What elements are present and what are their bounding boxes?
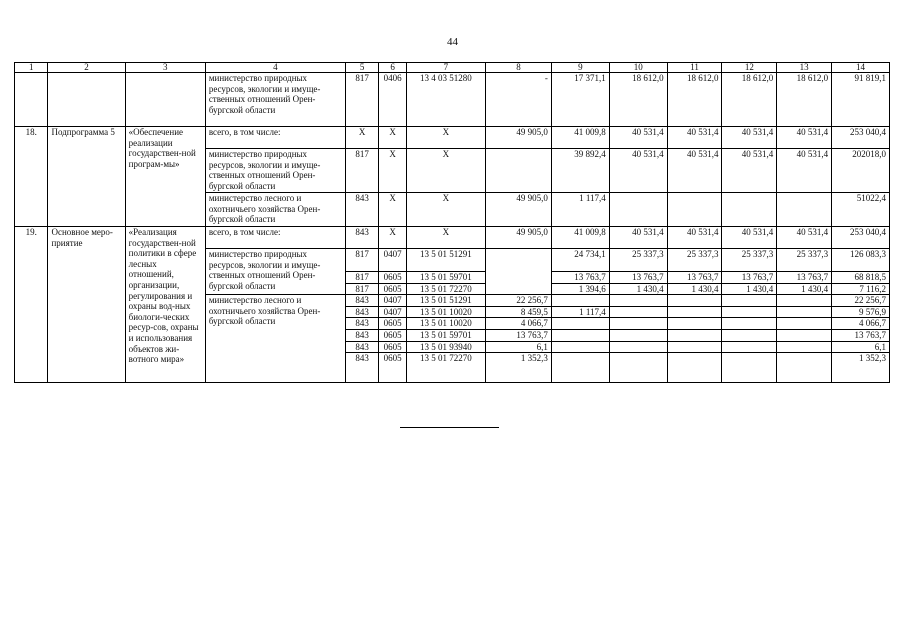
cell-c14: 51022,4 <box>832 193 890 227</box>
cell-c5: X <box>345 127 378 149</box>
executor-cell: министерство природных ресурсов, экологии и имуще-ственных отношений Орен-бургской области <box>205 149 345 193</box>
cell-c8: 13 763,7 <box>485 329 551 341</box>
cell-c9: 39 892,4 <box>551 149 609 193</box>
header-cell: 3 <box>125 63 205 73</box>
cell-c7: 13 5 01 59701 <box>406 329 485 341</box>
cell-c11: 25 337,3 <box>667 249 722 272</box>
header-cell: 14 <box>832 63 890 73</box>
header-cell: 13 <box>777 63 832 73</box>
cell-c12: 13 763,7 <box>722 272 777 284</box>
cell-c6: 0407 <box>379 306 406 318</box>
cell-c8 <box>485 249 551 295</box>
header-cell: 1 <box>15 63 48 73</box>
cell-c9: 1 117,4 <box>551 193 609 227</box>
cell-c14: 1 352,3 <box>832 353 890 383</box>
header-cell: 9 <box>551 63 609 73</box>
cell-c10: 40 531,4 <box>609 127 667 149</box>
row-name: «Обеспечение реализации государствен-ной програм-мы» <box>125 127 205 227</box>
cell-c7: X <box>406 149 485 193</box>
cell-c12: 18 612,0 <box>722 73 777 127</box>
cell-c14: 9 576,9 <box>832 306 890 318</box>
cell-c5: 843 <box>345 295 378 307</box>
row-type: Основное меро-приятие <box>48 227 125 383</box>
cell-c7: 13 4 03 51280 <box>406 73 485 127</box>
cell-c8: - <box>485 73 551 127</box>
cell-c7: X <box>406 127 485 149</box>
cell-c14: 7 116,2 <box>832 283 890 295</box>
executor-cell: министерство природных ресурсов, экологии и имуще-ственных отношений Орен-бургской области <box>205 73 345 127</box>
cell-c9 <box>551 318 609 330</box>
row-number: 19. <box>15 227 48 383</box>
table-row <box>15 127 890 149</box>
row-number: 18. <box>15 127 48 227</box>
cell-c8: 6,1 <box>485 341 551 353</box>
cell-c6: 0605 <box>379 272 406 284</box>
header-cell: 2 <box>48 63 125 73</box>
cell-c11: 13 763,7 <box>667 272 722 284</box>
cell-c6: 0407 <box>379 295 406 307</box>
cell-c12: 40 531,4 <box>722 149 777 193</box>
cell-c14: 4 066,7 <box>832 318 890 330</box>
header-cell: 5 <box>345 63 378 73</box>
header-row <box>15 63 890 73</box>
cell-c6: 0406 <box>379 73 406 127</box>
cell-c8: 49 905,0 <box>485 227 551 249</box>
cell-c5: 843 <box>345 318 378 330</box>
cell-c10: 1 430,4 <box>609 283 667 295</box>
executor-cell: министерство природных ресурсов, экологии и имуще-ственных отношений Орен-бургской области <box>205 249 345 295</box>
cell-c13: 40 531,4 <box>777 149 832 193</box>
header-cell: 8 <box>485 63 551 73</box>
cell-c6: 0605 <box>379 341 406 353</box>
cell-c11: 40 531,4 <box>667 127 722 149</box>
cell-c5: 843 <box>345 353 378 383</box>
cell-c6: X <box>379 227 406 249</box>
cell-c5: 817 <box>345 149 378 193</box>
row-name: «Реализация государствен-ной политики в сфере лесных отношений, организации, регулирования и охраны вод-ных биологи-ческих ресур-сов, охраны и использования объектов жи-вотного мира» <box>125 227 205 383</box>
cell-c14: 22 256,7 <box>832 295 890 307</box>
cell-c6: X <box>379 127 406 149</box>
cell-c13: 13 763,7 <box>777 272 832 284</box>
cell-c13: 1 430,4 <box>777 283 832 295</box>
cell-c5: 817 <box>345 73 378 127</box>
cell-c13: 40 531,4 <box>777 227 832 249</box>
cell-c6: 0605 <box>379 318 406 330</box>
cell-c10: 40 531,4 <box>609 227 667 249</box>
cell-c8: 4 066,7 <box>485 318 551 330</box>
cell-c13: 25 337,3 <box>777 249 832 272</box>
footer-separator-line <box>400 427 499 428</box>
cell-c7: 13 5 01 72270 <box>406 353 485 383</box>
table-row <box>15 227 890 249</box>
cell-c9: 13 763,7 <box>551 272 609 284</box>
cell-c12: 40 531,4 <box>722 227 777 249</box>
cell-c7: 13 5 01 59701 <box>406 272 485 284</box>
cell-c9 <box>551 329 609 341</box>
cell-c5: 843 <box>345 306 378 318</box>
cell-c6: 0605 <box>379 353 406 383</box>
cell-c8: 49 905,0 <box>485 193 551 227</box>
cell-c8: 49 905,0 <box>485 127 551 149</box>
cell-c5: 843 <box>345 227 378 249</box>
cell-c11: 40 531,4 <box>667 227 722 249</box>
cell-c14: 253 040,4 <box>832 227 890 249</box>
cell-c7: 13 5 01 51291 <box>406 249 485 272</box>
cell-c9: 17 371,1 <box>551 73 609 127</box>
cell-c10: 18 612,0 <box>609 73 667 127</box>
cell-c9: 24 734,1 <box>551 249 609 272</box>
cell-c13: 18 612,0 <box>777 73 832 127</box>
cell-c14: 126 083,3 <box>832 249 890 272</box>
total-label: всего, в том числе: <box>205 227 345 249</box>
page-number: 44 <box>447 36 458 48</box>
cell-c11: 40 531,4 <box>667 149 722 193</box>
cell-c10: 25 337,3 <box>609 249 667 272</box>
row-type: Подпрограмма 5 <box>48 127 125 227</box>
cell-c11: 1 430,4 <box>667 283 722 295</box>
cell-c9: 41 009,8 <box>551 127 609 149</box>
cell-c8 <box>485 149 551 193</box>
cell-c9: 1 117,4 <box>551 306 609 318</box>
header-cell: 11 <box>667 63 722 73</box>
cell-c6: X <box>379 193 406 227</box>
executor-cell: министерство лесного и охотничьего хозяйства Орен-бургской области <box>205 193 345 227</box>
cell-c12: 1 430,4 <box>722 283 777 295</box>
cell-c14: 202018,0 <box>832 149 890 193</box>
executor-cell: министерство лесного и охотничьего хозяйства Орен-бургской области <box>205 295 345 383</box>
cell-c5: 843 <box>345 341 378 353</box>
cell-c7: 13 5 01 72270 <box>406 283 485 295</box>
cell-c7: 13 5 01 10020 <box>406 318 485 330</box>
cell-c9 <box>551 295 609 307</box>
cell-c7: 13 5 01 51291 <box>406 295 485 307</box>
header-cell: 6 <box>379 63 406 73</box>
cell-c7: 13 5 01 93940 <box>406 341 485 353</box>
cell-c14: 68 818,5 <box>832 272 890 284</box>
cell-c9 <box>551 341 609 353</box>
cell-c6: 0407 <box>379 249 406 272</box>
cell-c7: X <box>406 227 485 249</box>
header-cell: 10 <box>609 63 667 73</box>
cell-c14: 91 819,1 <box>832 73 890 127</box>
cell-c10: 40 531,4 <box>609 149 667 193</box>
cell-c7: 13 5 01 10020 <box>406 306 485 318</box>
cell-c9: 1 394,6 <box>551 283 609 295</box>
cell-c12: 25 337,3 <box>722 249 777 272</box>
cell-c6: 0605 <box>379 283 406 295</box>
total-label: всего, в том числе: <box>205 127 345 149</box>
cell-c5: 843 <box>345 329 378 341</box>
cell-c8: 1 352,3 <box>485 353 551 383</box>
cell-c9 <box>551 353 609 383</box>
header-cell: 4 <box>205 63 345 73</box>
cell-c5: 817 <box>345 249 378 272</box>
cell-c8: 22 256,7 <box>485 295 551 307</box>
cell-c8: 8 459,5 <box>485 306 551 318</box>
cell-c14: 13 763,7 <box>832 329 890 341</box>
cell-c12: 40 531,4 <box>722 127 777 149</box>
cell-c7: X <box>406 193 485 227</box>
program-table <box>14 62 890 383</box>
header-cell: 7 <box>406 63 485 73</box>
cell-c6: X <box>379 149 406 193</box>
cell-c6: 0605 <box>379 329 406 341</box>
cell-c5: 817 <box>345 283 378 295</box>
table-row <box>15 73 890 127</box>
cell-c13: 40 531,4 <box>777 127 832 149</box>
cell-c10: 13 763,7 <box>609 272 667 284</box>
cell-c11: 18 612,0 <box>667 73 722 127</box>
cell-c14: 253 040,4 <box>832 127 890 149</box>
header-cell: 12 <box>722 63 777 73</box>
cell-c9: 41 009,8 <box>551 227 609 249</box>
cell-c5: 843 <box>345 193 378 227</box>
cell-c14: 6,1 <box>832 341 890 353</box>
cell-c5: 817 <box>345 272 378 284</box>
